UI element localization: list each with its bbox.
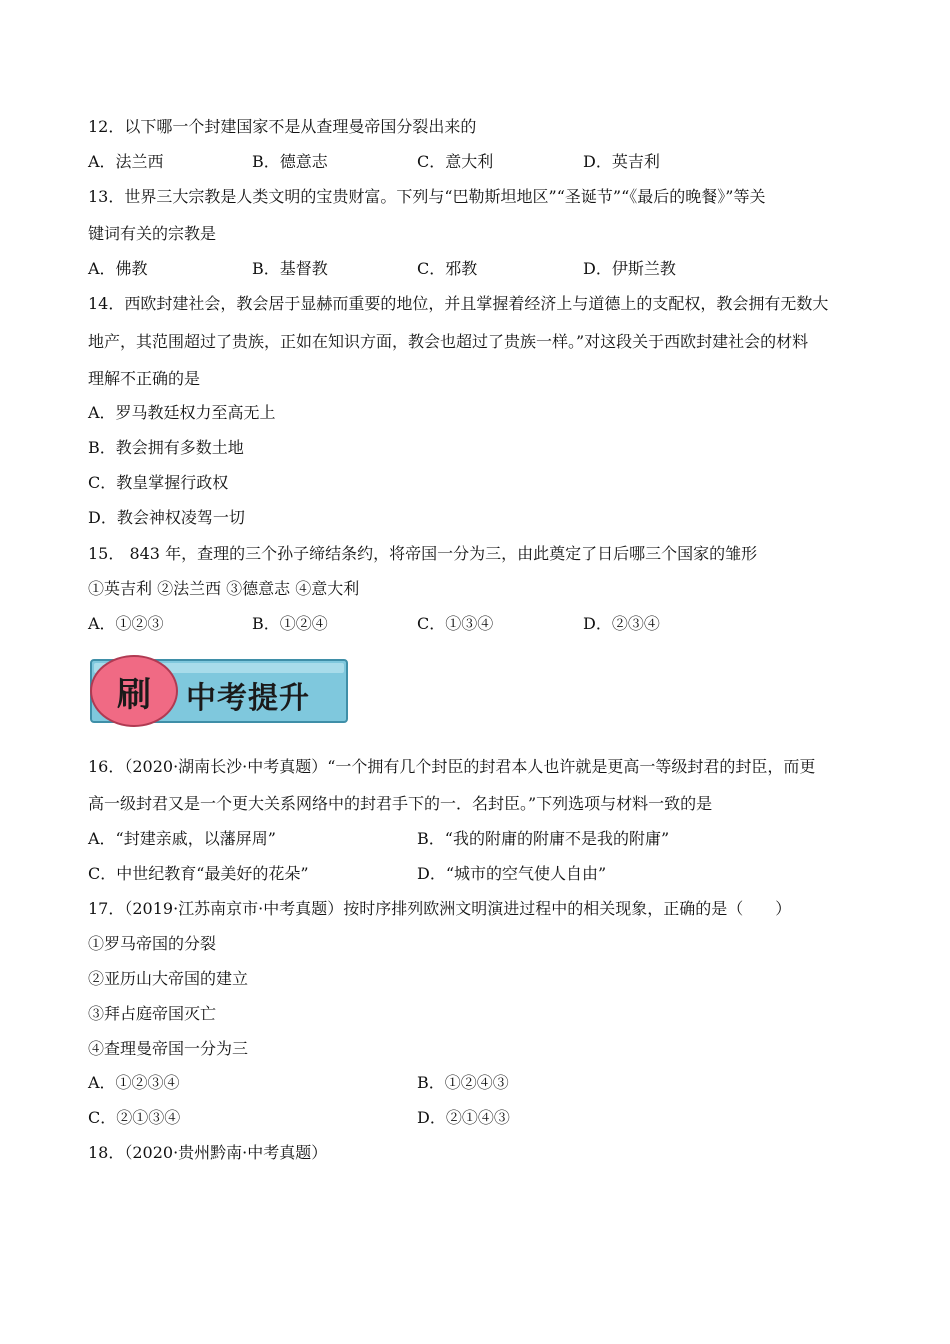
q14-option-c: C．教皇掌握行政权 — [88, 473, 229, 492]
q17-item-1: ①罗马帝国的分裂 — [88, 934, 217, 953]
q17-stem: 17．（2019·江苏南京市·中考真题）按时序排列欧洲文明演进过程中的相关现象，正确的是（ ） — [88, 899, 792, 918]
section-banner — [90, 655, 350, 727]
q17-option-a: A．①②③④ — [88, 1073, 180, 1092]
q13-stem-line2: 键词有关的宗教是 — [88, 224, 217, 243]
q17-option-c: C．②①③④ — [88, 1108, 181, 1127]
q17-item-4: ④查理曼帝国一分为三 — [88, 1039, 249, 1058]
q14-stem-line1: 14．西欧封建社会，教会居于显赫而重要的地位，并且掌握着经济上与道德上的支配权，教会拥有无数大 — [88, 294, 829, 313]
q16-option-a: A．“封建亲戚，以藩屏周” — [88, 829, 276, 848]
banner-badge — [90, 655, 178, 727]
q15-option-a: A．①②③ — [88, 614, 164, 633]
q16-option-d: D．“城市的空气使人自由” — [417, 864, 607, 883]
q16-option-b: B．“我的附庸的附庸不是我的附庸” — [417, 829, 670, 848]
q17-item-2: ②亚历山大帝国的建立 — [88, 969, 249, 988]
q14-option-b: B．教会拥有多数土地 — [88, 438, 244, 457]
q14-stem-line3: 理解不正确的是 — [88, 369, 201, 388]
banner-title: 中考提升 — [186, 681, 310, 716]
q12-option-b: B．德意志 — [252, 152, 328, 171]
banner-badge-text: 刷 — [117, 674, 151, 715]
q14-option-d: D．教会神权凌驾一切 — [88, 508, 245, 527]
q15-option-b: B．①②④ — [252, 614, 328, 633]
q16-stem-line1: 16．（2020·湖南长沙·中考真题）“一个拥有几个封臣的封君本人也许就是更高一等级封君的封臣，而更 — [88, 757, 816, 776]
q13-option-d: D．伊斯兰教 — [583, 259, 676, 278]
q15-option-c: C．①③④ — [417, 614, 494, 633]
q17-option-b: B．①②④③ — [417, 1073, 509, 1092]
q14-option-a: A．罗马教廷权力至高无上 — [88, 403, 276, 422]
q13-option-b: B．基督教 — [252, 259, 328, 278]
q13-option-c: C．邪教 — [417, 259, 478, 278]
q16-stem-line2: 高一级封君又是一个更大关系网络中的封君手下的一．名封臣。”下列选项与材料一致的是 — [88, 794, 713, 813]
q12-stem: 12．以下哪一个封建国家不是从查理曼帝国分裂出来的 — [88, 117, 477, 136]
q14-stem-line2: 地产，其范围超过了贵族，正如在知识方面，教会也超过了贵族一样。”对这段关于西欧封建社会的材料 — [88, 332, 809, 351]
q13-stem-line1: 13．世界三大宗教是人类文明的宝贵财富。下列与“巴勒斯坦地区”“圣诞节”“《最后的晚餐》”等关 — [88, 187, 766, 206]
q15-stem: 15． 843 年，查理的三个孙子缔结条约，将帝国一分为三，由此奠定了日后哪三个国家的雏形 — [88, 544, 758, 563]
q12-option-c: C．意大利 — [417, 152, 494, 171]
q18-stem: 18．（2020·贵州黔南·中考真题） — [88, 1143, 328, 1162]
q13-option-a: A．佛教 — [88, 259, 148, 278]
q15-items: ①英吉利 ②法兰西 ③德意志 ④意大利 — [88, 579, 360, 598]
q17-option-d: D．②①④③ — [417, 1108, 510, 1127]
q15-option-d: D．②③④ — [583, 614, 660, 633]
q17-item-3: ③拜占庭帝国灭亡 — [88, 1004, 217, 1023]
q16-option-c: C．中世纪教育“最美好的花朵” — [88, 864, 309, 883]
q12-option-a: A．法兰西 — [88, 152, 164, 171]
q12-option-d: D．英吉利 — [583, 152, 660, 171]
